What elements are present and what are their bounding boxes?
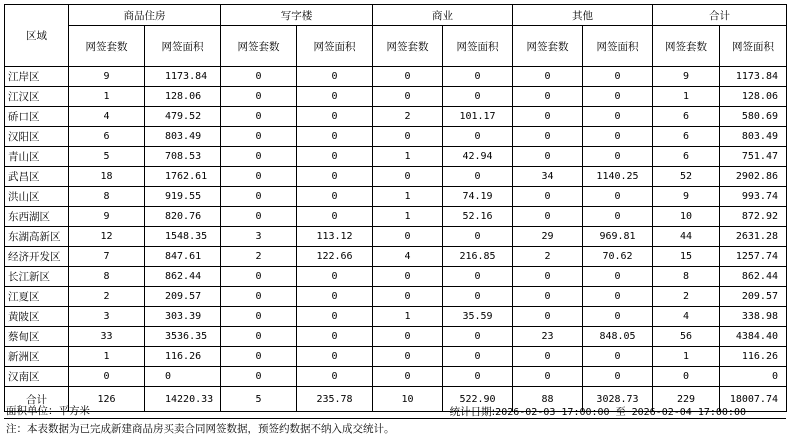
commercial-count-cell: 1 (373, 207, 443, 227)
commercial-area-cell: 0 (443, 287, 513, 307)
other-count-cell: 0 (513, 307, 583, 327)
office-count-cell: 0 (221, 147, 297, 167)
area-unit-note: 面积单位：平方米 (6, 405, 90, 417)
table-row (5, 147, 787, 167)
other-area-cell: 3028.73 (583, 387, 653, 412)
other-count-cell: 0 (513, 367, 583, 387)
district-name: 新洲区 (5, 347, 69, 367)
residential-count-cell: 4 (69, 107, 145, 127)
footer-info-row (4, 402, 786, 419)
residential-count-cell: 2 (69, 287, 145, 307)
commercial-area-cell: 0 (443, 267, 513, 287)
office-count-cell: 0 (221, 207, 297, 227)
office-area-cell: 235.78 (297, 387, 373, 412)
area-header: 网签面积 (443, 26, 513, 67)
commercial-area-cell: 0 (443, 87, 513, 107)
district-name: 长江新区 (5, 267, 69, 287)
region-header: 区域 (5, 5, 69, 67)
residential-count-cell: 12 (69, 227, 145, 247)
total-area-cell: 0 (720, 367, 787, 387)
total-count-cell: 6 (653, 147, 720, 167)
data-scope-note: 注：本表数据为已完成新建商品房买卖合同网签数据，预签约数据不纳入成交统计。 (6, 423, 395, 435)
date-range: 2026-02-03 17:00:00 至 2026-02-04 17:00:00 (495, 407, 746, 418)
commercial-area-cell: 74.19 (443, 187, 513, 207)
district-name: 硚口区 (5, 107, 69, 127)
commercial-area-cell: 0 (443, 347, 513, 367)
commercial-count-cell: 1 (373, 187, 443, 207)
total-count-cell: 6 (653, 127, 720, 147)
office-count-cell: 0 (221, 127, 297, 147)
district-name: 江汉区 (5, 87, 69, 107)
table-body (5, 67, 787, 412)
total-area-cell: 580.69 (720, 107, 787, 127)
group-header-total: 合计 (653, 5, 787, 26)
commercial-count-cell: 1 (373, 147, 443, 167)
district-name: 江岸区 (5, 67, 69, 87)
total-area-cell: 872.92 (720, 207, 787, 227)
district-name: 洪山区 (5, 187, 69, 207)
residential-area-cell: 479.52 (145, 107, 221, 127)
commercial-area-cell: 216.85 (443, 247, 513, 267)
residential-area-cell: 128.06 (145, 87, 221, 107)
other-area-cell: 0 (583, 87, 653, 107)
office-count-cell: 0 (221, 327, 297, 347)
total-count-cell: 10 (653, 207, 720, 227)
commercial-count-cell: 0 (373, 347, 443, 367)
total-area-cell: 862.44 (720, 267, 787, 287)
commercial-count-cell: 0 (373, 127, 443, 147)
area-header: 网签面积 (145, 26, 221, 67)
office-area-cell: 0 (297, 87, 373, 107)
office-count-cell: 0 (221, 87, 297, 107)
area-header: 网签面积 (720, 26, 787, 67)
residential-area-cell: 209.57 (145, 287, 221, 307)
commercial-count-cell: 0 (373, 87, 443, 107)
count-header: 网签套数 (653, 26, 720, 67)
residential-count-cell: 9 (69, 207, 145, 227)
table-row (5, 287, 787, 307)
commercial-area-cell: 0 (443, 127, 513, 147)
office-count-cell: 0 (221, 267, 297, 287)
office-area-cell: 0 (297, 127, 373, 147)
office-count-cell: 0 (221, 287, 297, 307)
group-header-residential: 商品住房 (69, 5, 221, 26)
total-area-cell: 128.06 (720, 87, 787, 107)
transaction-stats-table (4, 4, 787, 412)
residential-area-cell: 0 (145, 367, 221, 387)
office-area-cell: 0 (297, 287, 373, 307)
table-row (5, 67, 787, 87)
office-count-cell: 3 (221, 227, 297, 247)
other-area-cell: 0 (583, 187, 653, 207)
total-count-cell: 6 (653, 107, 720, 127)
residential-area-cell: 1762.61 (145, 167, 221, 187)
other-area-cell: 70.62 (583, 247, 653, 267)
total-count-cell: 44 (653, 227, 720, 247)
other-area-cell: 0 (583, 207, 653, 227)
total-area-cell: 209.57 (720, 287, 787, 307)
residential-count-cell: 1 (69, 347, 145, 367)
district-name: 江夏区 (5, 287, 69, 307)
commercial-count-cell: 10 (373, 387, 443, 412)
office-area-cell: 0 (297, 207, 373, 227)
table-row (5, 307, 787, 327)
office-area-cell: 0 (297, 67, 373, 87)
other-area-cell: 0 (583, 147, 653, 167)
commercial-area-cell: 522.90 (443, 387, 513, 412)
area-header: 网签面积 (583, 26, 653, 67)
other-count-cell: 0 (513, 87, 583, 107)
residential-count-cell: 3 (69, 307, 145, 327)
office-area-cell: 0 (297, 267, 373, 287)
table-row (5, 247, 787, 267)
table-row (5, 327, 787, 347)
other-count-cell: 23 (513, 327, 583, 347)
total-count-cell: 2 (653, 287, 720, 307)
commercial-area-cell: 0 (443, 327, 513, 347)
district-name: 东湖高新区 (5, 227, 69, 247)
commercial-count-cell: 0 (373, 327, 443, 347)
total-count-cell: 4 (653, 307, 720, 327)
commercial-area-cell: 0 (443, 167, 513, 187)
office-area-cell: 0 (297, 147, 373, 167)
total-count-cell: 8 (653, 267, 720, 287)
total-count-cell: 9 (653, 67, 720, 87)
other-area-cell: 0 (583, 267, 653, 287)
commercial-count-cell: 0 (373, 287, 443, 307)
residential-count-cell: 126 (69, 387, 145, 412)
table-row (5, 187, 787, 207)
office-area-cell: 113.12 (297, 227, 373, 247)
commercial-count-cell: 2 (373, 107, 443, 127)
commercial-count-cell: 0 (373, 267, 443, 287)
residential-area-cell: 1173.84 (145, 67, 221, 87)
district-name: 武昌区 (5, 167, 69, 187)
office-area-cell: 122.66 (297, 247, 373, 267)
other-count-cell: 0 (513, 107, 583, 127)
residential-count-cell: 8 (69, 187, 145, 207)
other-count-cell: 0 (513, 127, 583, 147)
residential-area-cell: 820.76 (145, 207, 221, 227)
district-name: 经济开发区 (5, 247, 69, 267)
total-area-cell: 116.26 (720, 347, 787, 367)
commercial-count-cell: 1 (373, 307, 443, 327)
residential-area-cell: 14220.33 (145, 387, 221, 412)
table-row (5, 207, 787, 227)
office-count-cell: 5 (221, 387, 297, 412)
office-count-cell: 0 (221, 67, 297, 87)
residential-area-cell: 847.61 (145, 247, 221, 267)
office-area-cell: 0 (297, 327, 373, 347)
other-count-cell: 0 (513, 267, 583, 287)
other-count-cell: 0 (513, 67, 583, 87)
table-row (5, 367, 787, 387)
commercial-count-cell: 0 (373, 227, 443, 247)
total-area-cell: 338.98 (720, 307, 787, 327)
total-count-cell: 52 (653, 167, 720, 187)
other-count-cell: 29 (513, 227, 583, 247)
office-count-cell: 0 (221, 187, 297, 207)
total-count-cell: 1 (653, 347, 720, 367)
office-area-cell: 0 (297, 307, 373, 327)
office-area-cell: 0 (297, 367, 373, 387)
table-row (5, 347, 787, 367)
commercial-area-cell: 35.59 (443, 307, 513, 327)
commercial-count-cell: 0 (373, 367, 443, 387)
total-area-cell: 803.49 (720, 127, 787, 147)
commercial-count-cell: 4 (373, 247, 443, 267)
total-area-cell: 2902.86 (720, 167, 787, 187)
total-area-cell: 18007.74 (720, 387, 787, 412)
office-area-cell: 0 (297, 107, 373, 127)
commercial-area-cell: 52.16 (443, 207, 513, 227)
other-count-cell: 0 (513, 347, 583, 367)
other-area-cell: 0 (583, 307, 653, 327)
other-count-cell: 88 (513, 387, 583, 412)
office-area-cell: 0 (297, 347, 373, 367)
district-name: 汉南区 (5, 367, 69, 387)
other-area-cell: 848.05 (583, 327, 653, 347)
total-area-cell: 2631.28 (720, 227, 787, 247)
other-count-cell: 0 (513, 287, 583, 307)
residential-count-cell: 0 (69, 367, 145, 387)
area-header: 网签面积 (297, 26, 373, 67)
table-row (5, 107, 787, 127)
district-name: 蔡甸区 (5, 327, 69, 347)
statistics-date (450, 403, 746, 419)
other-area-cell: 0 (583, 127, 653, 147)
table-row (5, 87, 787, 107)
office-count-cell: 0 (221, 367, 297, 387)
count-header: 网签套数 (221, 26, 297, 67)
office-area-cell: 0 (297, 187, 373, 207)
other-area-cell: 0 (583, 347, 653, 367)
total-count-cell: 9 (653, 187, 720, 207)
other-area-cell: 969.81 (583, 227, 653, 247)
district-name: 青山区 (5, 147, 69, 167)
total-count-cell: 15 (653, 247, 720, 267)
office-count-cell: 2 (221, 247, 297, 267)
other-area-cell: 0 (583, 367, 653, 387)
residential-count-cell: 5 (69, 147, 145, 167)
total-area-cell: 751.47 (720, 147, 787, 167)
group-header-other: 其他 (513, 5, 653, 26)
district-name: 东西湖区 (5, 207, 69, 227)
residential-count-cell: 33 (69, 327, 145, 347)
office-count-cell: 0 (221, 167, 297, 187)
group-header-commercial: 商业 (373, 5, 513, 26)
residential-count-cell: 9 (69, 67, 145, 87)
commercial-area-cell: 42.94 (443, 147, 513, 167)
table-row (5, 127, 787, 147)
district-name: 黄陂区 (5, 307, 69, 327)
residential-area-cell: 1548.35 (145, 227, 221, 247)
residential-count-cell: 7 (69, 247, 145, 267)
footer-note-row (4, 420, 786, 436)
commercial-count-cell: 0 (373, 167, 443, 187)
residential-area-cell: 862.44 (145, 267, 221, 287)
commercial-area-cell: 0 (443, 67, 513, 87)
total-label: 合计 (5, 387, 69, 412)
total-area-cell: 4384.40 (720, 327, 787, 347)
table-row (5, 267, 787, 287)
group-header-office: 写字楼 (221, 5, 373, 26)
total-count-cell: 0 (653, 367, 720, 387)
residential-count-cell: 18 (69, 167, 145, 187)
commercial-area-cell: 0 (443, 227, 513, 247)
total-area-cell: 1173.84 (720, 67, 787, 87)
other-area-cell: 0 (583, 107, 653, 127)
residential-area-cell: 803.49 (145, 127, 221, 147)
date-label: 统计日期: (449, 406, 496, 418)
other-area-cell: 1140.25 (583, 167, 653, 187)
residential-area-cell: 919.55 (145, 187, 221, 207)
residential-count-cell: 1 (69, 87, 145, 107)
commercial-area-cell: 0 (443, 367, 513, 387)
total-area-cell: 993.74 (720, 187, 787, 207)
count-header: 网签套数 (513, 26, 583, 67)
total-area-cell: 1257.74 (720, 247, 787, 267)
other-area-cell: 0 (583, 67, 653, 87)
count-header: 网签套数 (373, 26, 443, 67)
other-count-cell: 0 (513, 207, 583, 227)
residential-count-cell: 6 (69, 127, 145, 147)
other-count-cell: 2 (513, 247, 583, 267)
residential-area-cell: 708.53 (145, 147, 221, 167)
table-row (5, 227, 787, 247)
commercial-count-cell: 0 (373, 67, 443, 87)
commercial-area-cell: 101.17 (443, 107, 513, 127)
count-header: 网签套数 (69, 26, 145, 67)
office-count-cell: 0 (221, 107, 297, 127)
other-count-cell: 0 (513, 187, 583, 207)
total-count-cell: 1 (653, 87, 720, 107)
residential-count-cell: 8 (69, 267, 145, 287)
total-count-cell: 56 (653, 327, 720, 347)
other-count-cell: 34 (513, 167, 583, 187)
office-count-cell: 0 (221, 347, 297, 367)
office-count-cell: 0 (221, 307, 297, 327)
district-name: 汉阳区 (5, 127, 69, 147)
office-area-cell: 0 (297, 167, 373, 187)
residential-area-cell: 3536.35 (145, 327, 221, 347)
total-count-cell: 229 (653, 387, 720, 412)
other-count-cell: 0 (513, 147, 583, 167)
other-area-cell: 0 (583, 287, 653, 307)
residential-area-cell: 116.26 (145, 347, 221, 367)
table-row (5, 167, 787, 187)
residential-area-cell: 303.39 (145, 307, 221, 327)
